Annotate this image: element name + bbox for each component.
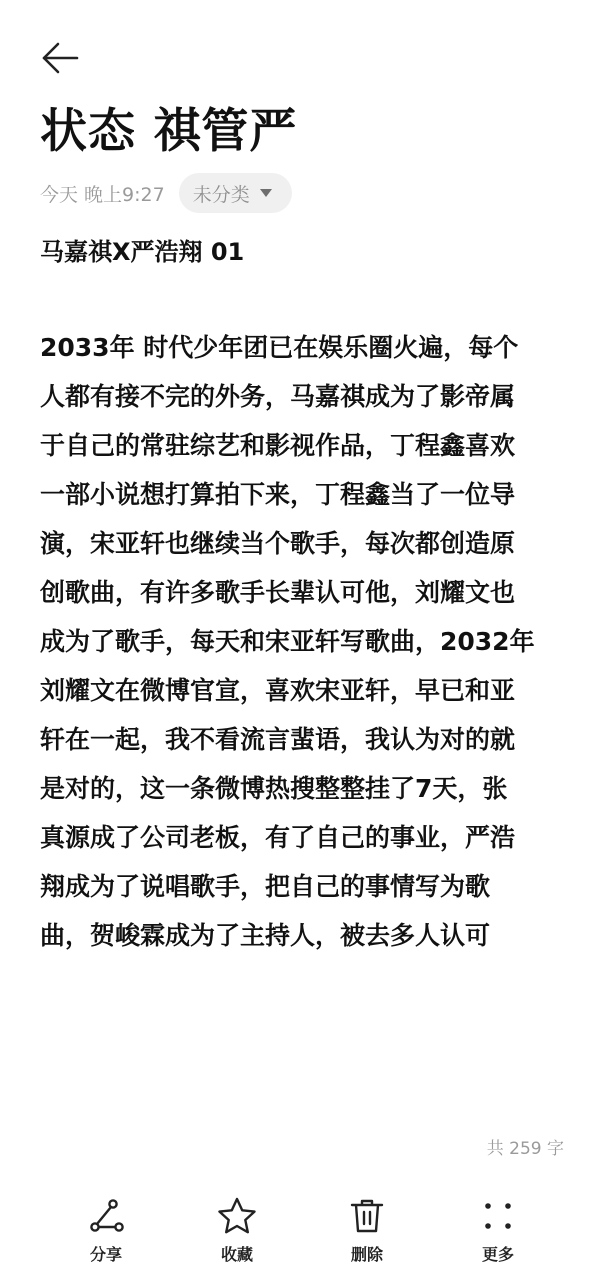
favorite-button[interactable] <box>187 1196 287 1270</box>
bottom-toolbar <box>0 1196 604 1270</box>
note-meta <box>40 172 292 214</box>
chevron-down-icon <box>260 189 272 197</box>
body-line: 演，宋亚轩也继续当个歌手，每次都创造原 <box>40 529 516 558</box>
more-dots-icon <box>478 1196 518 1236</box>
star-icon <box>217 1196 257 1236</box>
share-icon <box>86 1196 126 1236</box>
category-dropdown[interactable] <box>179 173 292 213</box>
arrow-left-icon <box>36 34 84 82</box>
trash-icon <box>347 1196 387 1236</box>
body-line: 刘耀文在微博官宣，喜欢宋亚轩，早已和亚 <box>40 676 516 705</box>
body-line: 于自己的常驻综艺和影视作品，丁程鑫喜欢 <box>40 431 516 460</box>
body-line: 成为了歌手，每天和宋亚轩写歌曲，2032年 <box>40 627 535 656</box>
category-label: 未分类 <box>192 183 250 206</box>
note-title[interactable]: 状态 祺管严 <box>40 104 298 159</box>
body-line: 人都有接不完的外务，马嘉祺成为了影帝属 <box>40 382 516 411</box>
body-line: 轩在一起，我不看流言蜚语，我认为对的就 <box>40 725 516 754</box>
back-button[interactable] <box>36 34 84 82</box>
more-button[interactable] <box>448 1196 548 1270</box>
note-body[interactable] <box>40 323 570 960</box>
note-timestamp: 今天 晚上9:27 <box>40 183 165 206</box>
body-line: 真源成了公司老板，有了自己的事业，严浩 <box>40 823 516 852</box>
body-line: 2033年 时代少年团已在娱乐圈火遍，每个 <box>40 333 519 362</box>
favorite-label: 收藏 <box>220 1245 253 1264</box>
share-button[interactable] <box>56 1196 156 1270</box>
more-label: 更多 <box>481 1245 514 1264</box>
body-line: 曲，贺峻霖成为了主持人，被去多人认可 <box>40 921 491 950</box>
word-count: 共 259 字 <box>486 1139 564 1159</box>
delete-button[interactable] <box>317 1196 417 1270</box>
body-line: 翔成为了说唱歌手，把自己的事情写为歌 <box>40 872 491 901</box>
body-line: 创歌曲，有许多歌手长辈认可他，刘耀文也 <box>40 578 516 607</box>
note-subtitle[interactable]: 马嘉祺X严浩翔 01 <box>40 238 245 266</box>
body-line: 是对的，这一条微博热搜整整挂了7天，张 <box>40 774 508 803</box>
delete-label: 删除 <box>350 1245 383 1264</box>
body-line: 一部小说想打算拍下来，丁程鑫当了一位导 <box>40 480 516 509</box>
share-label: 分享 <box>89 1245 122 1264</box>
